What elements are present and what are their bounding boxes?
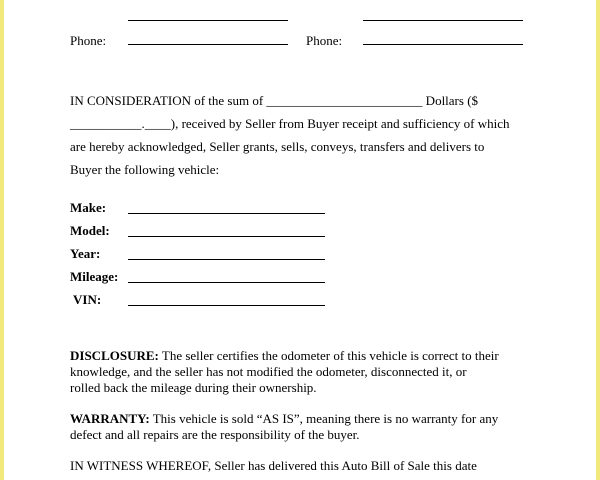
make-field[interactable] [128, 213, 325, 214]
consideration-line: Buyer the following vehicle: [70, 162, 220, 177]
seller-phone-label: Phone: [70, 33, 107, 48]
disclosure-title: DISCLOSURE: [70, 348, 159, 363]
model-field[interactable] [128, 236, 325, 237]
disclosure-section [70, 348, 499, 396]
buyer-phone-field[interactable] [363, 44, 523, 45]
model-label: Model: [70, 223, 110, 238]
consideration-line: IN CONSIDERATION of the sum of ________________________ Dollars ($ [70, 93, 479, 108]
make-label: Make: [70, 200, 107, 215]
disclosure-text: knowledge, and the seller has not modified the odometer, disconnected it, or [70, 364, 467, 379]
seller-phone-field[interactable] [128, 44, 288, 45]
disclosure-text: The seller certifies the odometer of this vehicle is correct to their [161, 348, 499, 363]
consideration-paragraph [70, 89, 509, 181]
mileage-field[interactable] [128, 282, 325, 283]
document-page [4, 0, 596, 480]
warranty-title: WARRANTY: [70, 411, 150, 426]
consideration-line: ___________.____), received by Seller from Buyer receipt and sufficiency of which [70, 116, 510, 131]
consideration-line: are hereby acknowledged, Seller grants, sells, conveys, transfers and delivers to [70, 139, 485, 154]
seller-info-line[interactable] [128, 20, 288, 21]
buyer-info-line[interactable] [363, 20, 523, 21]
year-field[interactable] [128, 259, 325, 260]
disclosure-text: rolled back the mileage during their ownership. [70, 380, 317, 395]
vin-label: VIN: [73, 292, 102, 307]
buyer-phone-label: Phone: [306, 33, 343, 48]
mileage-label: Mileage: [70, 269, 119, 284]
warranty-text: This vehicle is sold “AS IS”, meaning there is no warranty for any [152, 411, 499, 426]
warranty-section [70, 411, 498, 443]
year-label: Year: [70, 246, 101, 261]
warranty-text: defect and all repairs are the responsibility of the buyer. [70, 427, 360, 442]
witness-text: IN WITNESS WHEREOF, Seller has delivered this Auto Bill of Sale this date [70, 458, 477, 473]
vin-field[interactable] [128, 305, 325, 306]
